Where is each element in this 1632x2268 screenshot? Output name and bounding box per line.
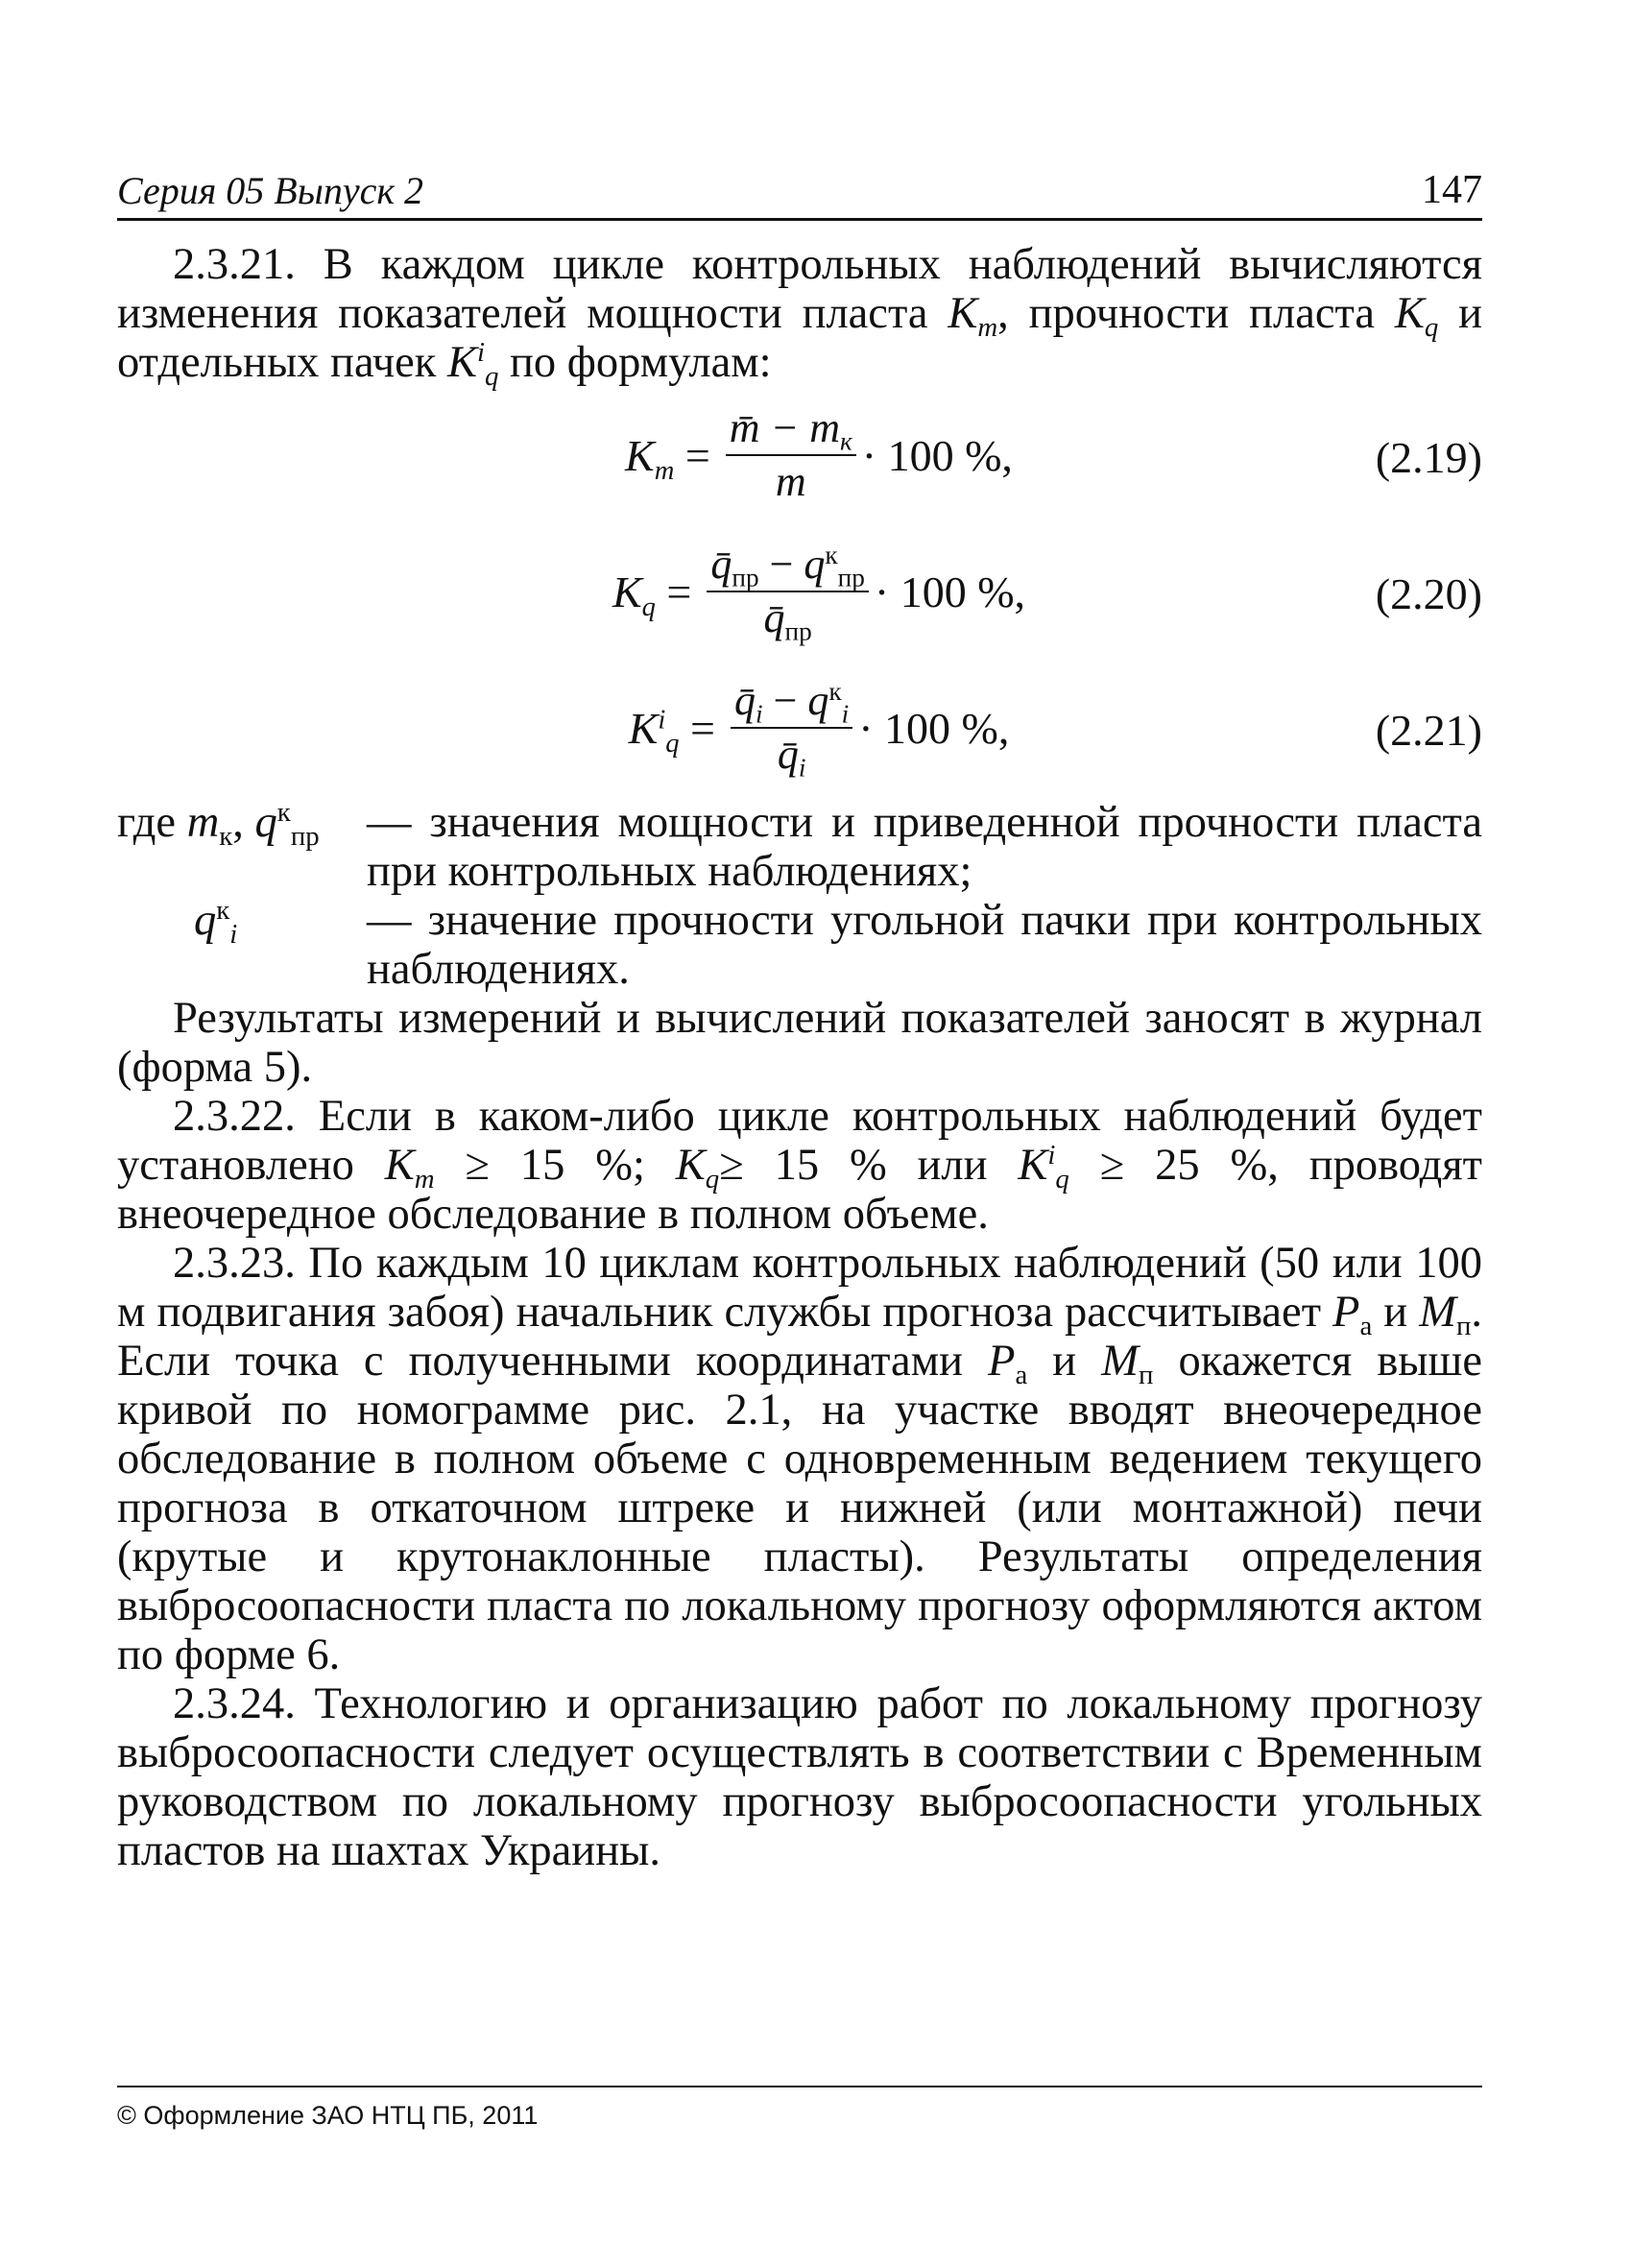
header-rule [117, 218, 1482, 221]
paragraph-results: Результаты измерений и вычислений показателей заносят в журнал (форма 5). [117, 994, 1482, 1092]
fraction: $\frac{m̄ - m_к}{m}$ [726, 402, 856, 508]
paragraph-2-3-23: 2.3.23. По каждым 10 циклам контрольных наблюдений (50 или 100 м подвигания забоя) начальник службы прогноза рассчитывает $P_а$ и $M_п$. Если точка с полученными координатами $P_а$ и $M_п$ окажется выше кривой по номограмме рис. 2.1, на участке вводят внеочередное обследование в полном объеме с одновременным ведением текущего прогноза в откаточном штреке и нижней (или монтажной) печи (крутые и крутонаклонные пласты). Результаты определения выбросоопасности пласта по локальному прогнозу оформляются актом по форме 6. [117, 1239, 1482, 1679]
footer-rule [117, 2086, 1482, 2087]
copyright-notice: © Оформление ЗАО НТЦ ПБ, 2011 [117, 2101, 539, 2130]
formula-2-20: $K_q$ = $\frac{q̄_{пр} - q^к_{пр}}{q̄_{пр}}$ · 100 %, (2.20) [612, 541, 1482, 646]
formula-2-21: $K^i_q$ = $\frac{q̄_i - q^к_i}{q̄_i}$ · 100 %, (2.21) [628, 677, 1482, 783]
equation-number: (2.21) [1375, 706, 1482, 755]
definition-row: $q^к_i$ — значение прочности угольной пачки при контрольных наблюдениях. [194, 895, 1482, 994]
equation-number: (2.19) [1375, 433, 1482, 482]
body-text [117, 240, 1482, 1875]
series-title: Серия 05 Выпуск 2 [117, 169, 424, 212]
definition-row: где $m_к$, $q^к_{пр}$ — значения мощности и приведенной прочности пласта при контрольных наблюдениях; [117, 797, 1482, 896]
fraction: $\frac{q̄_i - q^к_i}{q̄_i}$ [731, 675, 852, 781]
fraction: $\frac{q̄_{пр} - q^к_{пр}}{q̄_{пр}}$ [707, 539, 869, 644]
page-number: 147 [1422, 168, 1482, 212]
definitions [117, 798, 1482, 994]
equation-number: (2.20) [1375, 569, 1482, 618]
paragraph-2-3-24: 2.3.24. Технологию и организацию работ по локальному прогнозу выбросоопасности следует осуществлять в соответствии с Временным руководством по локальному прогнозу выбросоопасности угольных пластов на шахтах Украины. [117, 1679, 1482, 1875]
paragraph-2-3-21: 2.3.21. В каждом цикле контрольных наблюдений вычисляются изменения показателей мощности пласта $K_m$, прочности пласта $K_q$ и отдельных пачек $K^i_q$ по формулам: [117, 240, 1483, 393]
page-header [117, 161, 1482, 221]
formula-2-19: $K_m$ = $\frac{m̄ - m_к}{m}$ · 100 %, (2.19) [117, 387, 1482, 523]
paragraph-2-3-22: 2.3.22. Если в каком-либо цикле контрольных наблюдений будет установлено $K_m \ge 15$ %; $K_q\ge 15$ % или $K^i_q \ge 25$ %, проводят внеочередное обследование в полном объеме. [117, 1092, 1482, 1239]
page-footer [117, 2086, 1482, 2131]
